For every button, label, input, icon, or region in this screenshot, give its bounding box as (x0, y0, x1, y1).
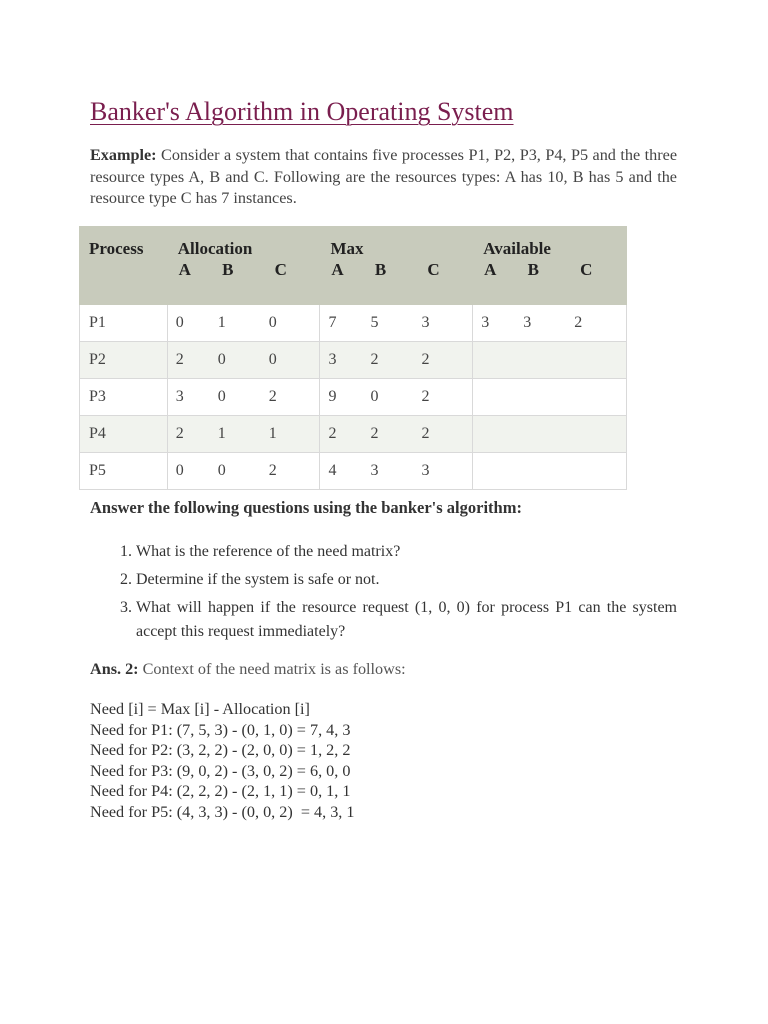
need-line: Need for P1: (7, 5, 3) - (0, 1, 0) = 7, 4, 3 (90, 720, 351, 739)
process-cell: P2 (80, 342, 168, 379)
list-item: 2. Determine if the system is safe or not. (136, 568, 677, 592)
table-row (80, 342, 627, 379)
column-letter: B (527, 260, 539, 279)
intro-label: Example: (90, 146, 157, 164)
value-cell: 0 (268, 351, 277, 368)
value-cell: 0 (175, 462, 184, 479)
value-cell: 2 (328, 425, 337, 442)
value-cell: 9 (328, 388, 337, 405)
table-row (80, 453, 627, 490)
column-letter: C (274, 260, 287, 279)
value-cell: 2 (574, 314, 583, 331)
column-letter: A (484, 260, 497, 279)
resource-table (79, 226, 627, 490)
value-cell: 5 (370, 314, 379, 331)
questions-heading: Answer the following questions using the banker's algorithm: (90, 498, 522, 517)
intro-paragraph (90, 145, 677, 210)
value-cell: 1 (268, 425, 277, 442)
list-item: 1. What is the reference of the need matrix? (136, 540, 677, 564)
value-cell: 3 (481, 314, 490, 331)
allocation-cell (167, 342, 320, 379)
value-cell: 3 (421, 314, 430, 331)
max-cell (320, 453, 473, 490)
page-title[interactable]: Banker's Algorithm in Operating System (90, 97, 514, 126)
column-letter: A (178, 260, 191, 279)
group-name: Available (483, 239, 551, 258)
available-header (473, 227, 627, 305)
value-cell: 0 (217, 351, 226, 368)
allocation-cell (167, 379, 320, 416)
column-letter: B (374, 260, 387, 279)
available-cell (473, 305, 627, 342)
column-letter: B (222, 260, 234, 279)
value-cell: 2 (175, 351, 184, 368)
value-cell: 3 (421, 462, 430, 479)
value-cell: 3 (370, 462, 379, 479)
value-cell: 2 (421, 351, 430, 368)
need-line: Need for P3: (9, 0, 2) - (3, 0, 2) = 6, 0, 0 (90, 761, 351, 780)
value-cell: 0 (370, 388, 379, 405)
group-name: Allocation (177, 239, 253, 258)
list-item: 3. What will happen if the resource request (1, 0, 0) for process P1 can the system accept this request immediately? (136, 596, 677, 644)
value-cell: 2 (370, 425, 379, 442)
value-cell: 2 (175, 425, 184, 442)
value-cell: 2 (421, 388, 430, 405)
process-cell: P1 (80, 305, 168, 342)
answer-line (90, 660, 406, 679)
available-cell (473, 416, 627, 453)
need-line: Need [i] = Max [i] - Allocation [i] (90, 700, 310, 718)
available-cell (473, 453, 627, 490)
value-cell: 0 (268, 314, 277, 331)
value-cell: 1 (217, 425, 226, 442)
answer-label: Ans. 2: (90, 660, 139, 678)
need-line: Need for P4: (2, 2, 2) - (2, 1, 1) = 0, 1, 1 (90, 782, 351, 800)
allocation-cell (167, 305, 320, 342)
process-cell: P3 (80, 379, 168, 416)
value-cell: 0 (217, 462, 226, 479)
process-cell: P5 (80, 453, 168, 490)
max-header (320, 227, 473, 305)
table-header-row (80, 227, 627, 305)
answer-text: Context of the need matrix is as follows: (138, 660, 406, 678)
column-letter: C (427, 260, 440, 279)
column-letter: A (331, 260, 344, 279)
value-cell: 3 (175, 388, 184, 405)
table-row (80, 305, 627, 342)
table-row (80, 416, 627, 453)
available-cell (473, 342, 627, 379)
value-cell: 7 (328, 314, 337, 331)
column-letter: C (580, 260, 593, 279)
value-cell: 0 (175, 314, 184, 331)
need-line: Need for P2: (3, 2, 2) - (2, 0, 0) = 1, 2, 2 (90, 741, 351, 759)
allocation-cell (167, 416, 320, 453)
process-header: Process (80, 227, 168, 305)
questions-list (90, 540, 677, 648)
max-cell (320, 342, 473, 379)
value-cell: 1 (217, 314, 226, 331)
max-cell (320, 416, 473, 453)
allocation-cell (167, 453, 320, 490)
value-cell: 0 (217, 388, 226, 405)
value-cell: 2 (268, 462, 277, 479)
value-cell: 2 (268, 388, 277, 405)
group-name: Max (330, 239, 364, 258)
max-cell (320, 305, 473, 342)
value-cell: 3 (328, 351, 337, 368)
value-cell: 2 (370, 351, 379, 368)
max-cell (320, 379, 473, 416)
need-matrix-lines (90, 699, 355, 822)
intro-text: Consider a system that contains five processes P1, P2, P3, P4, P5 and the three resource types A, B and C. Following are the resources types: A has 10, B has 5 and the resource type C has 7 instances. (90, 146, 677, 207)
value-cell: 4 (328, 462, 337, 479)
table-row (80, 379, 627, 416)
value-cell: 2 (421, 425, 430, 442)
value-cell: 3 (523, 314, 532, 331)
need-line: Need for P5: (4, 3, 3) - (0, 0, 2) = 4, 3, 1 (90, 802, 355, 821)
allocation-header (167, 227, 320, 305)
available-cell (473, 379, 627, 416)
process-cell: P4 (80, 416, 168, 453)
